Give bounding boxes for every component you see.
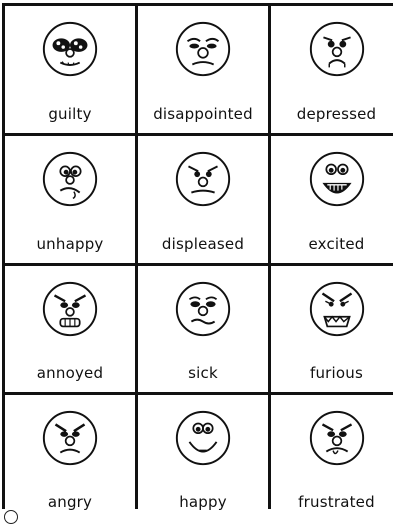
emotion-label: displeased: [161, 235, 245, 253]
emotion-card-displeased[interactable]: [138, 136, 268, 263]
unhappy-face-icon: [39, 148, 101, 210]
depressed-face-icon: [306, 18, 368, 80]
emotion-label: happy: [179, 493, 227, 511]
emotion-card-annoyed[interactable]: [5, 266, 135, 392]
emotion-label: frustrated: [298, 493, 375, 511]
annoyed-face-icon: [39, 278, 101, 340]
corner-logo-icon: [4, 510, 18, 524]
emotion-label: furious: [309, 364, 364, 382]
emotion-card-angry[interactable]: [5, 395, 135, 521]
displeased-face-icon: [172, 148, 234, 210]
guilty-face-icon: [39, 18, 101, 80]
emotion-card-furious[interactable]: [271, 266, 400, 392]
emotion-label: depressed: [296, 105, 377, 123]
emotion-card-grid: [2, 3, 393, 509]
furious-face-icon: [306, 278, 368, 340]
emotion-label: disappointed: [153, 105, 253, 123]
happy-face-icon: [172, 407, 234, 469]
emotion-label: sick: [188, 364, 218, 382]
sick-face-icon: [172, 278, 234, 340]
emotion-card-frustrated[interactable]: [271, 395, 400, 521]
emotion-card-guilty[interactable]: [5, 6, 135, 133]
emotion-label: annoyed: [36, 364, 104, 382]
emotion-label: angry: [47, 493, 93, 511]
emotion-card-unhappy[interactable]: [5, 136, 135, 263]
excited-face-icon: [306, 148, 368, 210]
emotion-card-depressed[interactable]: [271, 6, 400, 133]
emotion-label: unhappy: [36, 235, 104, 253]
emotion-card-happy[interactable]: [138, 395, 268, 521]
emotion-label: guilty: [48, 105, 92, 123]
emotion-card-sick[interactable]: [138, 266, 268, 392]
frustrated-face-icon: [306, 407, 368, 469]
emotion-card-disappointed[interactable]: [138, 6, 268, 133]
angry-face-icon: [39, 407, 101, 469]
emotion-card-excited[interactable]: [271, 136, 400, 263]
disappointed-face-icon: [172, 18, 234, 80]
emotion-label: excited: [308, 235, 365, 253]
